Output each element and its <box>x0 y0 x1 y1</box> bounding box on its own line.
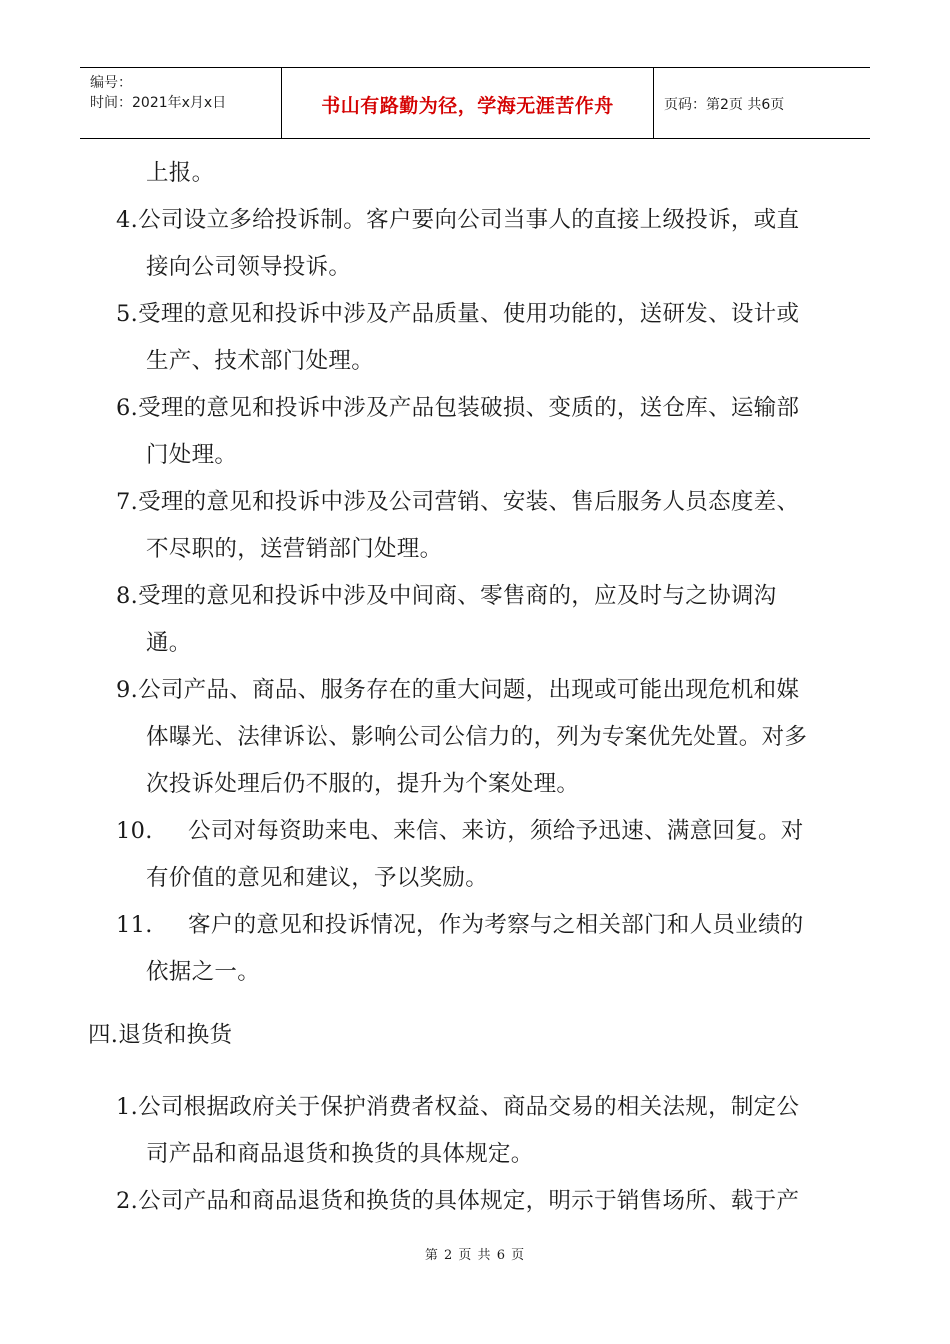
page-header <box>80 67 870 139</box>
list-text: 公司对每资助来电、来信、来访，须给予迅速、满意回复。对 <box>188 818 804 844</box>
list-item <box>116 205 799 235</box>
list-item-continuation: 通。 <box>146 630 192 656</box>
list-text: 公司产品、商品、服务存在的重大问题，出现或可能出现危机和媒 <box>138 677 800 703</box>
header-meta <box>80 68 282 138</box>
list-text: 受理的意见和投诉中涉及中间商、零售商的，应及时与之协调沟 <box>138 583 777 609</box>
list-item-continuation: 依据之一。 <box>146 959 261 985</box>
paragraph-line: 上报。 <box>146 160 215 186</box>
list-item <box>116 1186 799 1216</box>
list-text: 公司根据政府关于保护消费者权益、商品交易的相关法规，制定公 <box>138 1094 800 1120</box>
header-slogan: 书山有路勤为径，学海无涯苦作舟 <box>282 68 654 138</box>
header-page-info: 页码：第2页 共6页 <box>664 97 785 113</box>
list-number: 9. <box>116 677 139 703</box>
list-number: 5. <box>116 301 139 327</box>
list-text: 受理的意见和投诉中涉及产品包装破损、变质的，送仓库、运输部 <box>138 395 800 421</box>
list-text: 受理的意见和投诉中涉及公司营销、安装、售后服务人员态度差、 <box>138 489 800 515</box>
list-item <box>116 299 799 329</box>
list-item-continuation: 有价值的意见和建议，予以奖励。 <box>146 865 489 891</box>
list-number: 1. <box>116 1094 139 1120</box>
list-number: 10. <box>116 818 153 844</box>
section-heading: 四.退货和换货 <box>88 1022 233 1048</box>
list-item <box>116 675 799 705</box>
list-text: 客户的意见和投诉情况，作为考察与之相关部门和人员业绩的 <box>188 912 804 938</box>
list-number: 8. <box>116 583 139 609</box>
document-date: 时间：2021年x月x日 <box>90 95 227 111</box>
list-number: 4. <box>116 207 139 233</box>
list-item-continuation: 次投诉处理后仍不服的，提升为个案处理。 <box>146 771 580 797</box>
list-number: 11. <box>116 912 153 938</box>
list-number: 6. <box>116 395 139 421</box>
list-item-continuation: 门处理。 <box>146 442 238 468</box>
list-text: 公司设立多给投诉制。客户要向公司当事人的直接上级投诉，或直 <box>138 207 800 233</box>
list-text: 公司产品和商品退货和换货的具体规定，明示于销售场所、载于产 <box>138 1188 800 1214</box>
list-item <box>116 581 776 611</box>
list-item <box>116 393 799 423</box>
list-item-continuation: 不尽职的，送营销部门处理。 <box>146 536 443 562</box>
page-footer: 第 2 页 共 6 页 <box>424 1248 526 1263</box>
list-item-continuation: 司产品和商品退货和换货的具体规定。 <box>146 1141 534 1167</box>
list-item-continuation: 体曝光、法律诉讼、影响公司公信力的，列为专案优先处置。对多 <box>146 724 808 750</box>
document-number: 编号： <box>90 75 132 91</box>
list-item-continuation: 接向公司领导投诉。 <box>146 254 352 280</box>
list-item <box>116 487 799 517</box>
list-item <box>116 1092 799 1122</box>
list-text: 受理的意见和投诉中涉及产品质量、使用功能的，送研发、设计或 <box>138 301 800 327</box>
list-number: 2. <box>116 1188 139 1214</box>
list-item-continuation: 生产、技术部门处理。 <box>146 348 375 374</box>
list-number: 7. <box>116 489 139 515</box>
